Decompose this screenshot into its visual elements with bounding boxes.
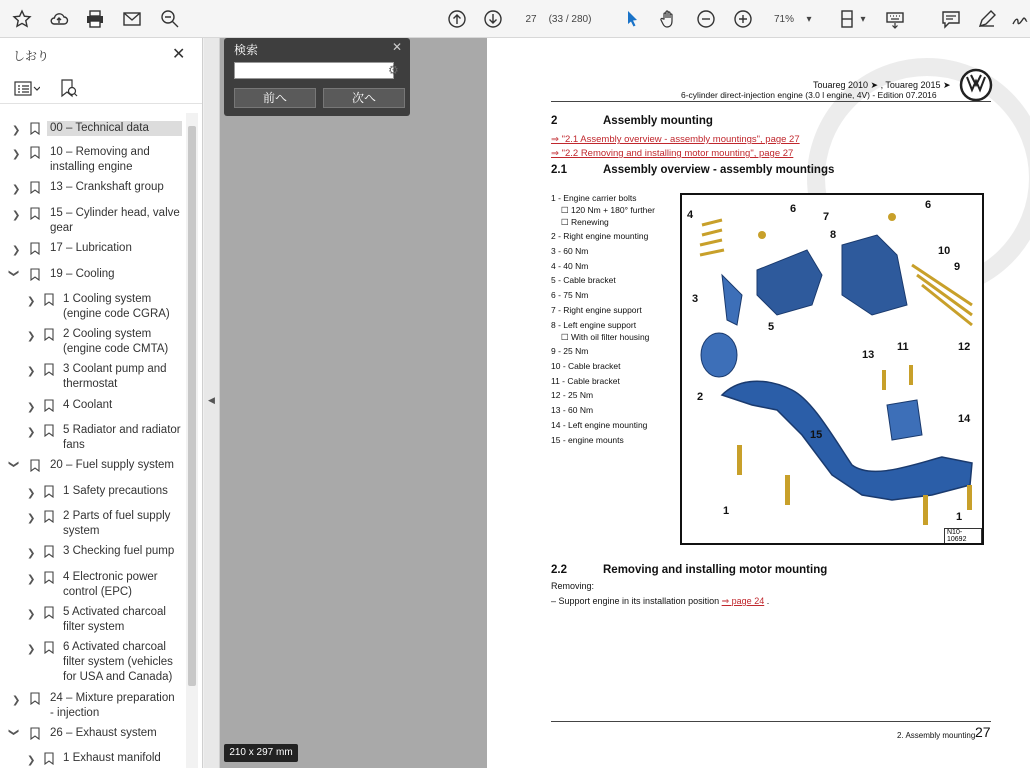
page-number-input[interactable]: 27 [525,13,537,25]
chevron-right-icon[interactable]: ❯ [27,574,36,585]
bookmark-icon [44,363,54,376]
bookmarks-toolbar [0,74,202,104]
callout-number: 13 [862,349,875,361]
subsection-number: 2.2 [551,564,567,576]
scrollbar-thumb[interactable] [188,126,196,686]
prev-page-icon[interactable] [446,8,468,30]
bookmark-icon [30,207,40,220]
callout-number: 15 [810,429,823,441]
bookmark-icon [30,692,40,705]
select-cursor-icon[interactable] [622,8,642,30]
footer-rule [551,721,991,722]
chevron-down-icon[interactable]: ❯ [8,728,19,737]
chevron-right-icon[interactable]: ❯ [12,695,21,706]
chevron-down-icon[interactable]: ❯ [8,269,19,278]
section-number: 2 [551,115,558,127]
fit-dropdown-icon[interactable]: ▾ [860,13,866,25]
bookmark-label: 4 Coolant [63,399,113,411]
bookmark-icon [44,571,54,584]
callout-number: 10 [938,245,951,257]
legend-item: 7 - Right engine support [551,305,642,315]
bookmark-icon [44,641,54,654]
bookmark-label: 10 – Removing and installing engine [50,146,150,173]
chevron-right-icon[interactable]: ❯ [27,331,36,342]
bookmark-label: 1 Safety precautions [63,485,168,497]
next-page-icon[interactable] [482,8,504,30]
legend-item: 4 - 40 Nm [551,261,589,271]
chevron-right-icon[interactable]: ❯ [27,609,36,620]
chevron-right-icon[interactable]: ❯ [12,210,21,221]
bookmark-icon [30,181,40,194]
callout-number: 9 [954,261,961,273]
bookmark-label: 5 Activated charcoal filter system [63,606,166,633]
instruction-step [551,596,769,607]
callout-number: 3 [692,293,699,305]
bookmark-label: 1 Cooling system (engine code CGRA) [63,293,170,320]
chevron-right-icon[interactable]: ❯ [12,184,21,195]
callout-number: 4 [687,209,694,221]
bookmark-label: 17 – Lubrication [50,242,132,254]
removing-label: Removing: [551,581,595,591]
sign-icon[interactable] [1010,8,1030,30]
bookmark-icon [44,545,54,558]
bookmarks-title: しおり [13,49,50,63]
zoom-out-icon[interactable] [695,8,717,30]
chevron-right-icon[interactable]: ❯ [27,402,36,413]
find-next-button[interactable]: 次へ [323,88,405,108]
legend-item: ☐ Renewing [561,217,609,227]
subsection-number: 2.1 [551,164,567,176]
bookmark-icon [30,122,40,135]
bookmark-icon [44,293,54,306]
upload-cloud-icon[interactable] [47,8,71,30]
bookmark-icon [44,399,54,412]
star-icon[interactable] [10,8,34,30]
page-size-tooltip: 210 x 297 mm [224,744,298,762]
section-title: Assembly mounting [603,115,713,127]
print-icon[interactable] [83,8,107,30]
bookmark-label: 24 – Mixture preparation - injection [50,692,175,719]
zoom-search-icon[interactable] [158,8,182,30]
callout-number: 6 [925,199,932,211]
link-removing-installing[interactable]: ⇒ "2.2 Removing and installing motor mounting", page 27 [551,148,794,159]
bookmark-icon [30,727,40,740]
zoom-in-icon[interactable] [732,8,754,30]
chevron-right-icon[interactable]: ❯ [12,125,21,136]
bookmark-icon [44,424,54,437]
bookmark-icon [30,268,40,281]
chevron-right-icon[interactable]: ❯ [27,488,36,499]
bookmark-icon [30,242,40,255]
collapse-arrow-icon[interactable]: ◀ [208,395,215,405]
chevron-down-icon[interactable]: ❯ [8,460,19,469]
pdf-page [487,38,1030,768]
bookmark-icon [44,510,54,523]
footer-section: 2. Assembly mounting [897,731,976,740]
link-assembly-overview[interactable]: ⇒ "2.1 Assembly overview - assembly mountings", page 27 [551,134,800,145]
panel-splitter[interactable] [204,38,220,768]
bookmark-icon [44,752,54,765]
chevron-right-icon[interactable]: ❯ [12,149,21,160]
bookmark-label: 15 – Cylinder head, valve gear [50,207,180,234]
bookmark-label: 2 Cooling system (engine code CMTA) [63,328,169,355]
chevron-right-icon[interactable]: ❯ [12,245,21,256]
assembly-mounting-figure [680,193,984,545]
bookmark-icon [44,606,54,619]
hand-tool-icon[interactable] [657,8,679,30]
legend-item: 3 - 60 Nm [551,246,589,256]
bookmark-icon [44,485,54,498]
bookmark-label: 13 – Crankshaft group [50,181,164,193]
step-text: – Support engine in its installation position [551,596,720,606]
legend-item: 6 - 75 Nm [551,290,589,300]
footer-page-number: 27 [975,724,991,740]
link-page-24[interactable]: ⇒ page 24 [721,596,765,606]
keyboard-icon[interactable] [884,8,906,30]
header-engine: 6-cylinder direct-injection engine (3.0 l engine, 4V) - Edition 07.2016 [681,90,937,100]
options-list-icon[interactable] [14,81,40,102]
callout-number: 1 [723,505,730,517]
bookmark-label: 26 – Exhaust system [50,727,157,739]
bookmark-search-icon[interactable] [60,79,78,104]
bookmark-list [0,113,186,768]
legend-item: 8 - Left engine support [551,320,637,330]
legend-item: 14 - Left engine mounting [551,420,648,430]
legend-item: ☐ 120 Nm + 180° further [561,205,655,215]
header-rule [551,101,991,102]
step-end: . [766,596,770,606]
find-dialog [224,38,410,116]
subsection-title: Assembly overview - assembly mountings [603,164,835,176]
chevron-right-icon[interactable]: ❯ [27,513,36,524]
bookmark-label: 3 Checking fuel pump [63,545,175,557]
chevron-right-icon[interactable]: ❯ [27,427,36,438]
bookmark-label: 19 – Cooling [50,268,115,280]
callout-number: 14 [958,413,971,425]
callout-number: 1 [956,511,963,523]
bookmark-label: 00 – Technical data [47,121,182,136]
find-input[interactable] [234,62,394,79]
chevron-right-icon[interactable]: ❯ [27,644,36,655]
callout-number: 2 [697,391,704,403]
figure-id: N10-10692 [944,528,982,544]
chevron-right-icon[interactable]: ❯ [27,366,36,377]
legend-item: 11 - Cable bracket [551,376,620,386]
bookmark-label: 20 – Fuel supply system [50,459,175,471]
chevron-right-icon[interactable]: ❯ [27,548,36,559]
bookmark-label: 3 Coolant pump and thermostat [63,363,167,390]
legend-item: 15 - engine mounts [551,435,624,445]
find-prev-button[interactable]: 前へ [234,88,316,108]
callout-number: 8 [830,229,837,241]
chevron-right-icon[interactable]: ❯ [27,755,36,766]
zoom-dropdown-icon[interactable]: ▾ [806,13,812,25]
callout-number: 7 [823,211,830,223]
legend-item: 5 - Cable bracket [551,275,616,285]
bookmark-label: 4 Electronic power control (EPC) [63,571,158,598]
toolbar [0,0,1030,38]
bookmark-label: 5 Radiator and radiator fans [63,424,181,451]
mail-icon[interactable] [120,8,144,30]
legend-item: 9 - 25 Nm [551,346,589,356]
find-title: 検索 [234,43,259,57]
page-fit-icon[interactable] [838,8,858,30]
legend-item: 12 - 25 Nm [551,390,594,400]
bookmarks-panel [0,38,203,768]
page-count: (33 / 280) [548,13,592,25]
bookmark-label: 2 Parts of fuel supply system [63,510,171,537]
close-icon[interactable]: ✕ [172,46,186,63]
bookmark-label: 1 Exhaust manifold [63,752,161,764]
gear-icon[interactable]: ⚙ [388,63,399,77]
legend-item: 2 - Right engine mounting [551,231,649,241]
subsection-title: Removing and installing motor mounting [603,564,828,576]
header-models: Touareg 2010 ➤ , Touareg 2015 ➤ [813,80,951,90]
bookmark-icon [44,328,54,341]
legend-item: 10 - Cable bracket [551,361,621,371]
legend-item: 1 - Engine carrier bolts [551,193,637,203]
callout-number: 12 [958,341,971,353]
bookmark-label: 6 Activated charcoal filter system (vehicles for USA and Canada) [63,641,173,683]
pen-icon[interactable] [976,8,998,30]
legend-item: ☐ With oil filter housing [561,332,650,342]
close-icon[interactable]: ✕ [392,40,403,54]
legend-item: 13 - 60 Nm [551,405,594,415]
comment-icon[interactable] [940,8,962,30]
callout-number: 6 [790,203,797,215]
zoom-level[interactable]: 71% [773,13,794,25]
bookmark-icon [30,459,40,472]
callout-number: 11 [897,341,909,353]
chevron-right-icon[interactable]: ❯ [27,296,36,307]
callout-number: 5 [768,321,775,333]
bookmark-icon [30,146,40,159]
document-viewer-background [220,38,487,768]
